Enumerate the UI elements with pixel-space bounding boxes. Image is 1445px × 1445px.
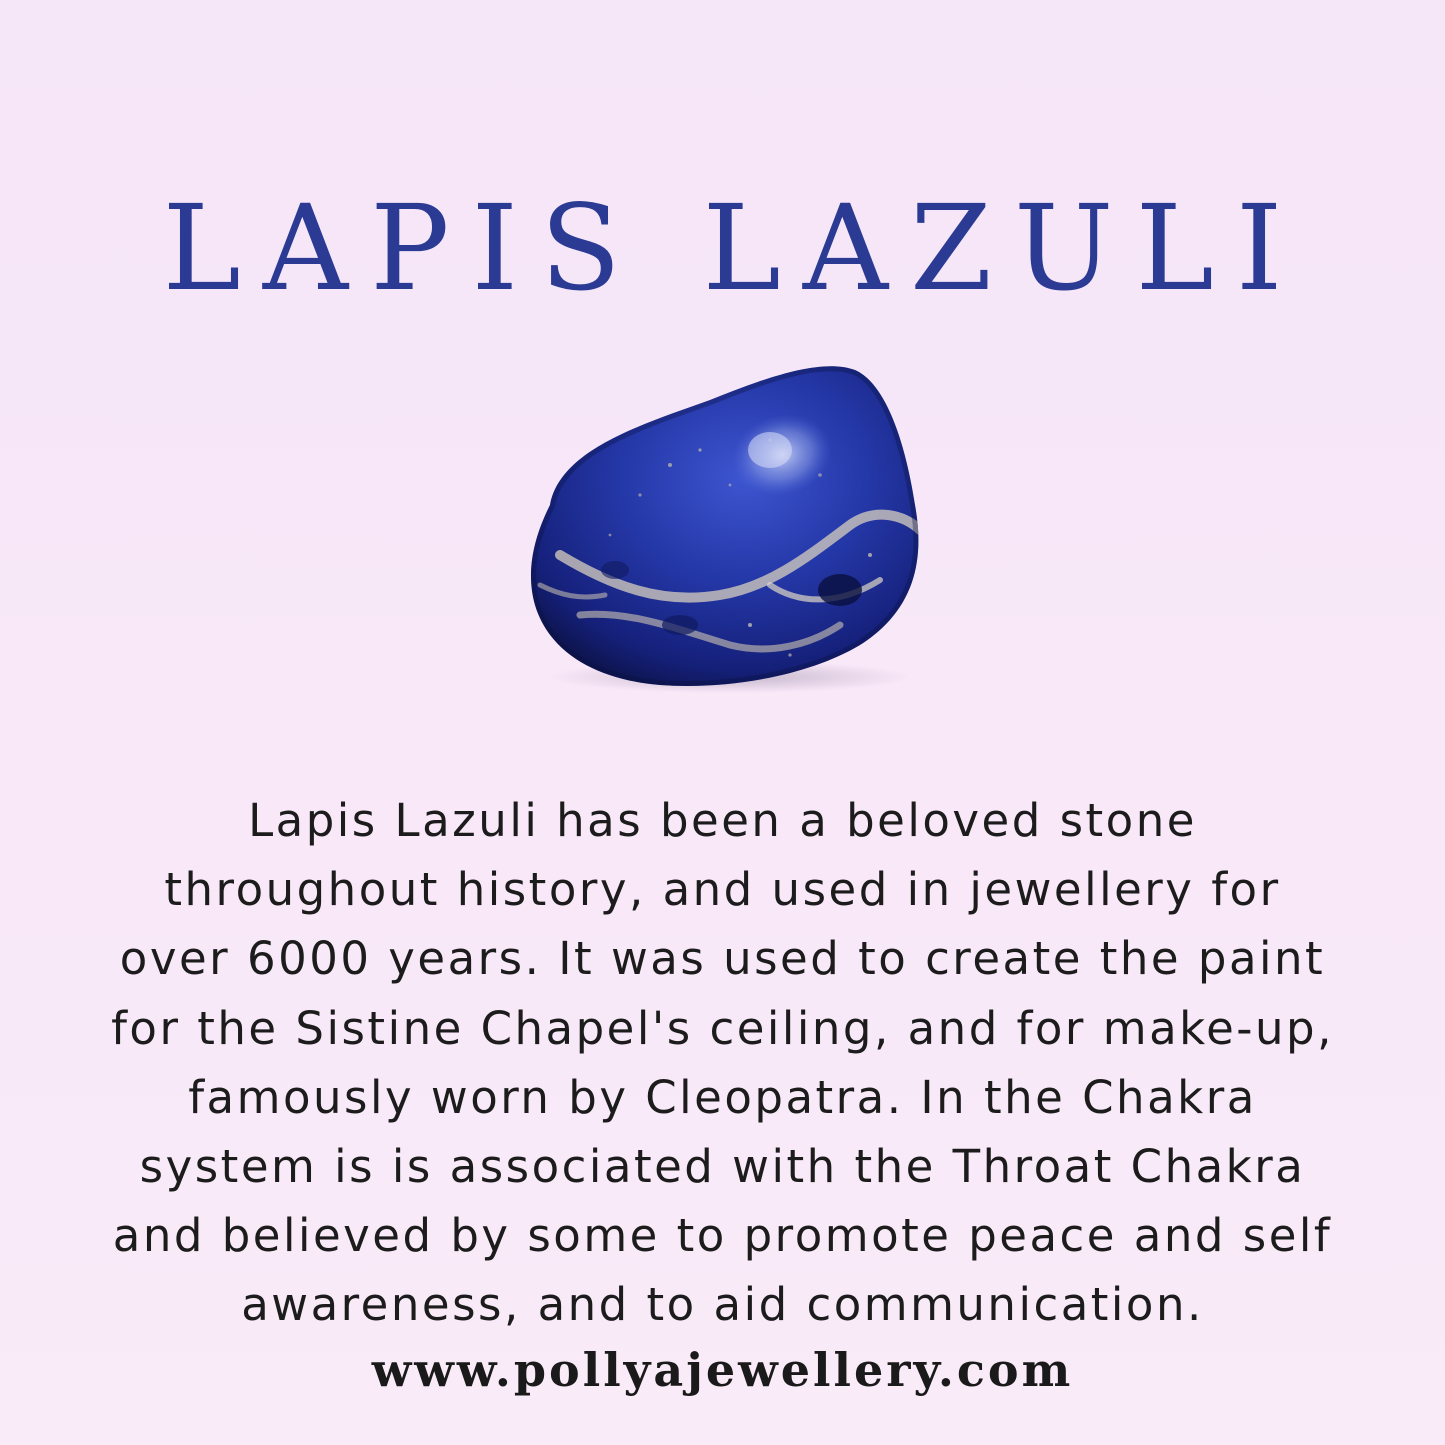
website-url: www.pollyajewellery.com [371, 1343, 1074, 1397]
stone-illustration [520, 355, 930, 695]
stone-body [531, 366, 918, 686]
lapis-lazuli-stone-image [520, 355, 930, 695]
stone-description: Lapis Lazuli has been a beloved stone throughout history, and used in jewellery for over 6000 years. It was used to create the paint for the Sistine Chapel's ceiling, and for make-up, famously worn by Cleopatra. In the Chakra system is is associated with the Throat Chakra and believed by some to promote peace and self awareness, and to aid communication. [111, 794, 1334, 1332]
page-title: LAPIS LAZULI [162, 179, 1305, 317]
